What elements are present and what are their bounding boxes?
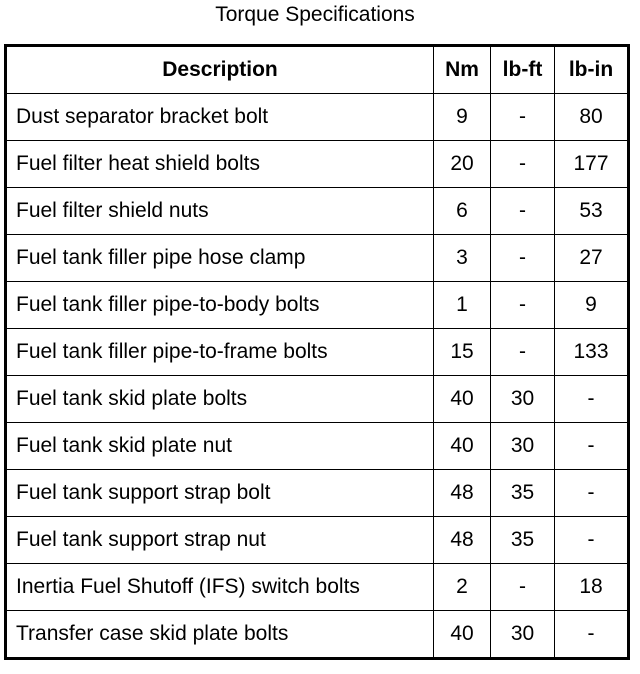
cell-nm: 40 [434, 611, 491, 659]
table-row [6, 188, 629, 235]
header-row [6, 46, 629, 94]
cell-lb-in: 27 [555, 235, 629, 282]
cell-description: Fuel tank filler pipe-to-body bolts [6, 282, 434, 329]
cell-lb-ft: - [491, 329, 555, 376]
cell-lb-ft: - [491, 94, 555, 141]
cell-lb-ft: 35 [491, 517, 555, 564]
cell-nm: 40 [434, 376, 491, 423]
column-header-lb-ft: lb-ft [491, 46, 555, 94]
cell-description: Fuel tank skid plate nut [6, 423, 434, 470]
cell-description: Fuel tank skid plate bolts [6, 376, 434, 423]
column-header-lb-in: lb-in [555, 46, 629, 94]
cell-lb-in: 133 [555, 329, 629, 376]
cell-description: Fuel tank support strap nut [6, 517, 434, 564]
torque-spec-table [4, 44, 630, 660]
cell-description: Inertia Fuel Shutoff (IFS) switch bolts [6, 564, 434, 611]
cell-nm: 3 [434, 235, 491, 282]
table-row [6, 376, 629, 423]
cell-nm: 2 [434, 564, 491, 611]
table-row [6, 611, 629, 659]
cell-lb-in: - [555, 611, 629, 659]
table-caption: Torque Specifications [215, 3, 415, 26]
cell-lb-ft: - [491, 564, 555, 611]
cell-lb-in: - [555, 517, 629, 564]
cell-nm: 9 [434, 94, 491, 141]
cell-description: Fuel filter shield nuts [6, 188, 434, 235]
cell-lb-in: 80 [555, 94, 629, 141]
cell-lb-in: 53 [555, 188, 629, 235]
column-header-nm: Nm [434, 46, 491, 94]
cell-lb-ft: - [491, 235, 555, 282]
cell-description: Fuel tank filler pipe-to-frame bolts [6, 329, 434, 376]
cell-lb-ft: - [491, 141, 555, 188]
table-row [6, 141, 629, 188]
cell-nm: 48 [434, 470, 491, 517]
cell-lb-ft: 35 [491, 470, 555, 517]
cell-description: Fuel tank support strap bolt [6, 470, 434, 517]
cell-nm: 15 [434, 329, 491, 376]
cell-lb-ft: 30 [491, 423, 555, 470]
cell-lb-in: 18 [555, 564, 629, 611]
table-body [6, 94, 629, 659]
cell-nm: 1 [434, 282, 491, 329]
table-row [6, 235, 629, 282]
cell-nm: 20 [434, 141, 491, 188]
cell-description: Fuel tank filler pipe hose clamp [6, 235, 434, 282]
cell-lb-in: - [555, 423, 629, 470]
cell-nm: 40 [434, 423, 491, 470]
cell-lb-ft: - [491, 188, 555, 235]
table-row [6, 94, 629, 141]
table-row [6, 564, 629, 611]
table-row [6, 517, 629, 564]
cell-lb-ft: 30 [491, 611, 555, 659]
cell-lb-in: 177 [555, 141, 629, 188]
cell-lb-in: 9 [555, 282, 629, 329]
cell-lb-ft: 30 [491, 376, 555, 423]
cell-nm: 48 [434, 517, 491, 564]
cell-nm: 6 [434, 188, 491, 235]
cell-lb-in: - [555, 376, 629, 423]
cell-description: Transfer case skid plate bolts [6, 611, 434, 659]
table-row [6, 329, 629, 376]
cell-description: Dust separator bracket bolt [6, 94, 434, 141]
table-row [6, 470, 629, 517]
table-row [6, 282, 629, 329]
table-row [6, 423, 629, 470]
column-header-description: Description [6, 46, 434, 94]
cell-lb-ft: - [491, 282, 555, 329]
cell-lb-in: - [555, 470, 629, 517]
cell-description: Fuel filter heat shield bolts [6, 141, 434, 188]
